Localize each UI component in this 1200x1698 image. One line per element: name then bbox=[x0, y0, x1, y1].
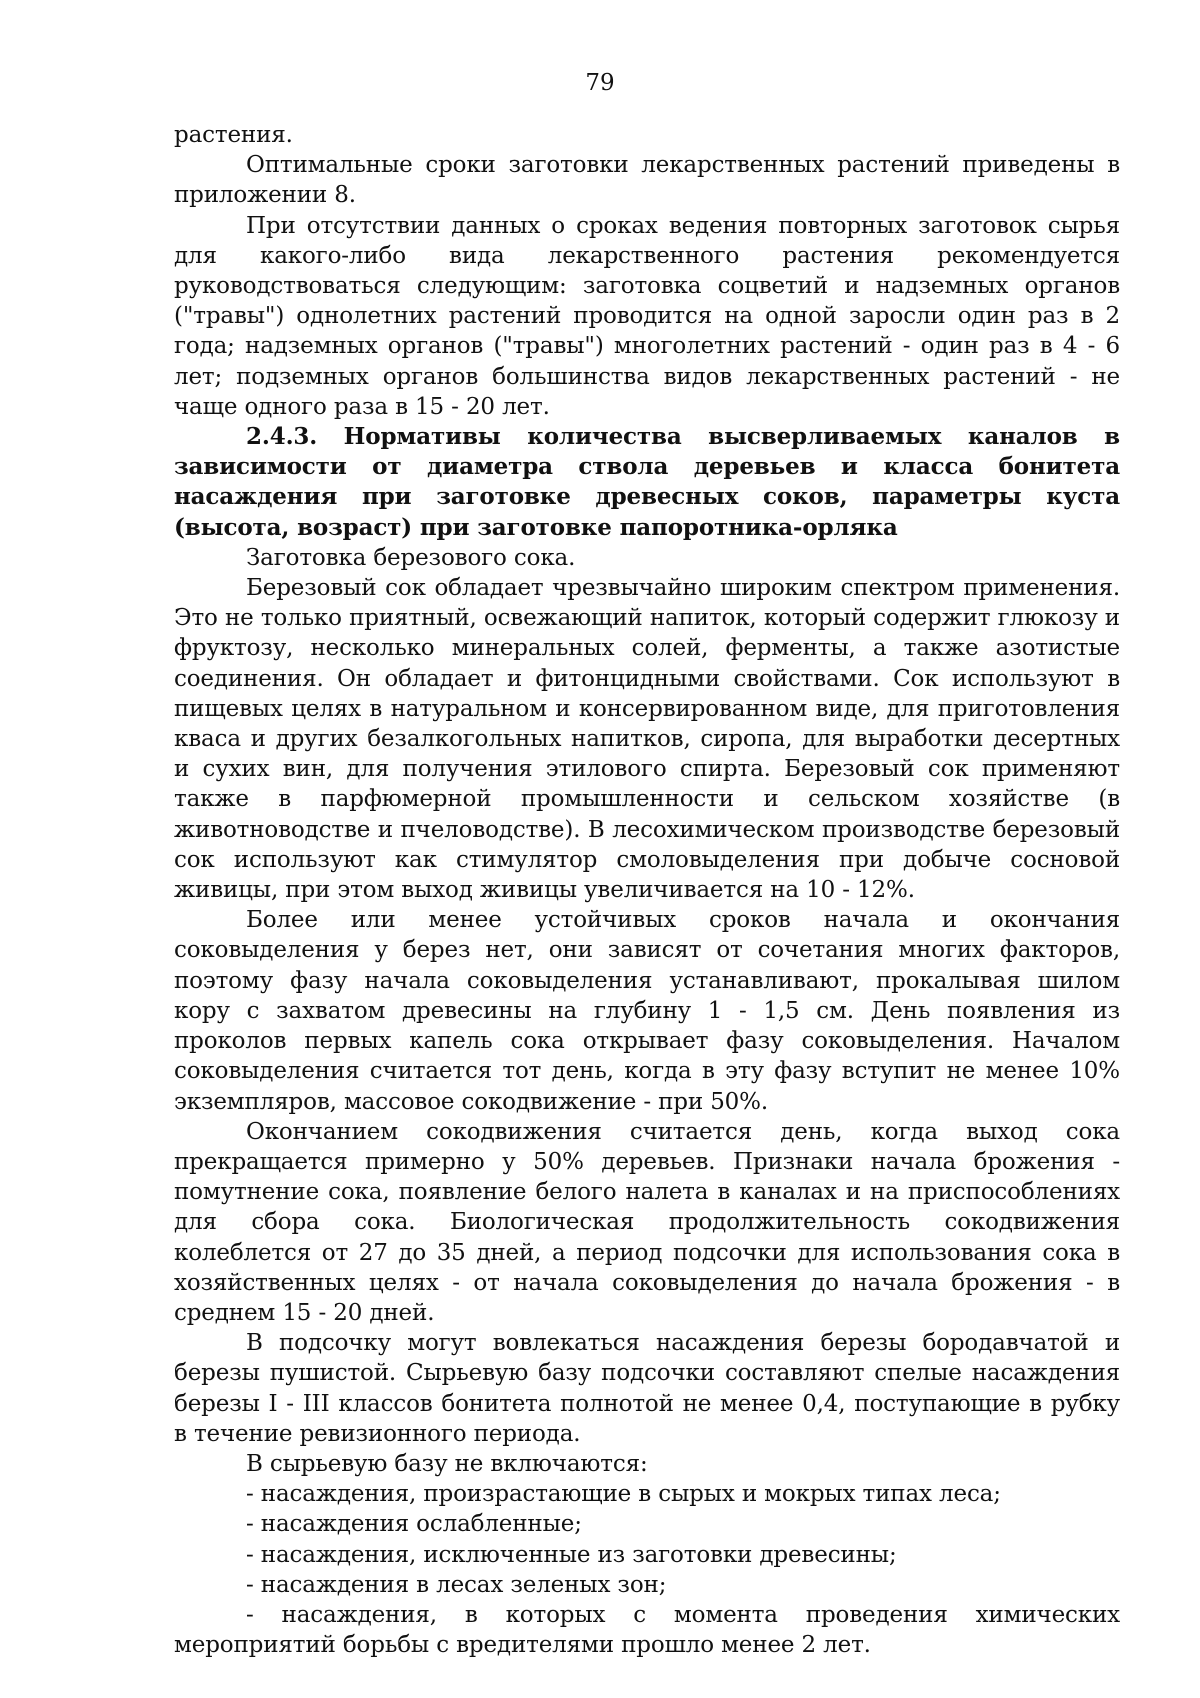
page-body bbox=[174, 120, 1120, 1660]
list-item-weakened: - насаждения ослабленные; bbox=[246, 1511, 582, 1538]
list-item-wet-forests: - насаждения, произрастающие в сырых и мокрых типах леса; bbox=[246, 1481, 1001, 1508]
paragraph-sap-flow-start: Более или менее устойчивых сроков начала и окончания соковыделения у берез нет, они зависят от сочетания многих факторов, поэтому фазу начала соковыделения устанавливают, прокалывая шилом кору с захватом древесины на глубину 1 - 1,5 см. День появления из проколов первых капель сока открывает фазу соковыделения. Началом соковыделения считается тот день, когда в эту фазу вступит не менее 10% экземпляров, массовое сокодвижение - при 50%. bbox=[174, 907, 1120, 1115]
paragraph-harvest-terms: Оптимальные сроки заготовки лекарственных растений приведены в приложении 8. bbox=[174, 152, 1120, 209]
paragraph-birch-sap-uses: Березовый сок обладает чрезвычайно широким спектром применения. Это не только приятный, освежающий напиток, который содержит глюкозу и фруктозу, несколько минеральных солей, ферменты, а также азотистые соединения. Он обладает и фитонцидными свойствами. Сок используют в пищевых целях в натуральном и консервированном виде, для приготовления кваса и других безалкогольных напитков, сиропа, для выработки десертных и сухих вин, для получения этилового спирта. Березовый сок применяют также в парфюмерной промышленности и сельском хозяйстве (в животноводстве и пчеловодстве). В лесохимическом производстве березовый сок используют как стимулятор смоловыделения при добыче сосновой живицы, при этом выход живицы увеличивается на 10 - 12%. bbox=[174, 575, 1120, 904]
paragraph-tapping-stands: В подсочку могут вовлекаться насаждения березы бородавчатой и березы пушистой. Сырьевую базу подсочки составляют спелые насаждения березы I - III классов бонитета полнотой не менее 0,4, поступающие в рубку в течение ревизионного периода. bbox=[174, 1330, 1120, 1447]
paragraph-sap-flow-end: Окончанием сокодвижения считается день, когда выход сока прекращается примерно у 50% деревьев. Признаки начала брожения - помутнение сока, появление белого налета в каналах и на приспособлениях для сбора сока. Биологическая продолжительность сокодвижения колеблется от 27 до 35 дней, а период подсочки для использования сока в хозяйственных целях - от начала соковыделения до начала брожения - в среднем 15 - 20 дней. bbox=[174, 1118, 1120, 1326]
page-number: 79 bbox=[585, 70, 615, 96]
paragraph-birch-sap-title: Заготовка березового сока. bbox=[246, 544, 576, 571]
paragraph-excluded-intro: В сырьевую базу не включаются: bbox=[246, 1450, 648, 1477]
list-item-chemical-treatment: - насаждения, в которых с момента проведения химических мероприятий борьбы с вредителями прошло менее 2 лет. bbox=[174, 1601, 1120, 1659]
paragraph-continuation: растения. bbox=[174, 122, 293, 148]
paragraph-repeat-harvest: При отсутствии данных о сроках ведения повторных заготовок сырья для какого-либо вида лекарственного растения рекомендуется руководствоваться следующим: заготовка соцветий и надземных органов ("травы") однолетних растений проводится на одной заросли один раз в 2 года; надземных органов ("травы") многолетних растений - один раз в 4 - 6 лет; подземных органов большинства видов лекарственных растений - не чаще одного раза в 15 - 20 лет. bbox=[174, 212, 1120, 420]
list-item-green-zones: - насаждения в лесах зеленых зон; bbox=[246, 1571, 667, 1598]
section-heading-2-4-3: 2.4.3. Нормативы количества высверливаемых каналов в зависимости от диаметра ствола деревьев и класса бонитета насаждения при заготовке древесных соков, параметры куста (высота, возраст) при заготовке папоротника-орляка bbox=[174, 423, 1120, 541]
list-item-excluded-timber: - насаждения, исключенные из заготовки древесины; bbox=[246, 1541, 897, 1568]
